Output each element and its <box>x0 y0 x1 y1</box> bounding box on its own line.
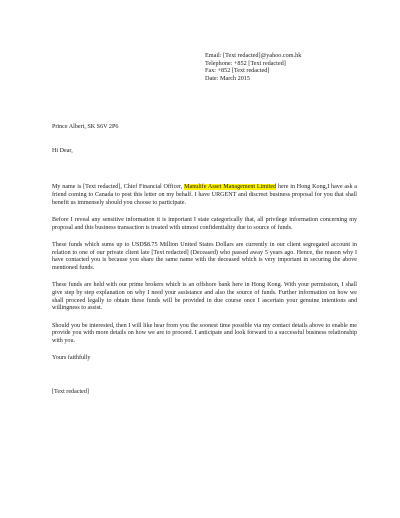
sender-contact-block <box>205 52 301 82</box>
greeting: Hi Dear, <box>52 147 73 154</box>
fax-line: Fax: +852 [Text redacted] <box>205 67 270 75</box>
paragraph-intro <box>52 184 357 207</box>
paragraph-request: Should you be interested, then I will like hear from you the soonest time possible via my contact details above to enable me provide you with more details on how we are to proceed. I anticipate and look forward to a successful business relationship with you. <box>52 322 357 344</box>
intro-text-end: here in Hong Kong,I have ask a friend coming to Canada to post this letter on my behalf. I have URGENT and discreet business proposal for you that shall benefit us immensely should you choose to participate. <box>52 184 357 206</box>
letter-body <box>52 124 357 397</box>
telephone-line: Telephone: +852 [Text redacted] <box>205 59 286 67</box>
intro-text-start: My name is [Text redacted], Chief Financial Officer, <box>52 184 185 191</box>
paragraph-funds: These funds which sums up to USD$8.75 Million United States Dollars are currently in our client segregated account in relation to one of our private client late [Text redacted] (Deceased) who passed away 5 years ago. Hence, the reason why I have contacted you is because you share the same name with the deceased which is very important in securing the above mentioned funds. <box>52 241 357 272</box>
email-line: Email: [Text redacted]@yahoo.com.hk <box>205 52 302 59</box>
closing: Yours faithfully <box>52 355 91 362</box>
signature: [Text redacted] <box>52 388 89 395</box>
highlighted-company-name: Manulife Asset Management Limited <box>184 184 277 191</box>
paragraph-confidentiality: Before I reveal any sensitive information it is important I state categorically that, all privilege information concerning my proposal and this business transaction is treated with utmost confidentiality due to source of funds. <box>52 217 357 231</box>
paragraph-brokers: These funds are held with our prime brokers which is an offshore bank here in Hong Kong. With your permission, I shall give step by step explanation on why I need your assistance and also the source of funds. Further information on how we shall proceed legally to obtain these funds will be provided in due course once I ascertain your genuine intentions and willingness to assist. <box>52 282 357 312</box>
recipient-address: Prince Albert, SK S6V 2P6 <box>52 124 119 130</box>
date-line: Date: March 2015 <box>205 74 251 82</box>
